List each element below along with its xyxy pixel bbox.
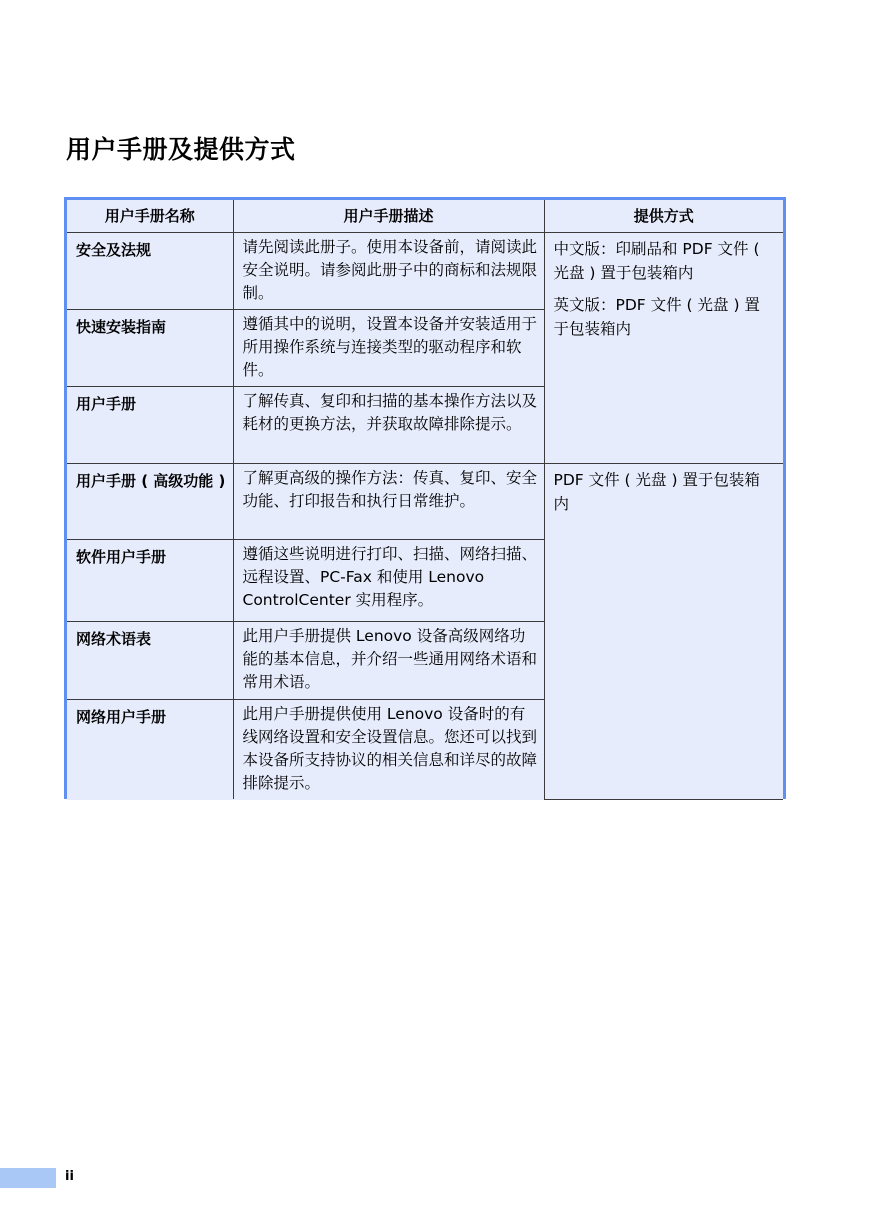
manual-name-user-guide: 用户手册 [67, 386, 233, 463]
manual-name-software-user-guide: 软件用户手册 [67, 539, 233, 621]
manual-description-network-glossary: 此用户手册提供 Lenovo 设备高级网络功能的基本信息，并介绍一些通用网络术语和常用术语。 [233, 621, 544, 699]
table-header-row [67, 200, 783, 232]
manuals-table [64, 197, 786, 799]
delivery-method-chinese: 中文版：印刷品和 PDF 文件 ( 光盘 ) 置于包装箱内 [553, 239, 760, 282]
manual-description-advanced-user-guide: 了解更高级的操作方法：传真、复印、安全功能、打印报告和执行日常维护。 [233, 463, 544, 539]
manual-description-safety: 请先阅读此册子。使用本设备前，请阅读此安全说明。请参阅此册子中的商标和法规限制。 [233, 232, 544, 309]
manual-name-advanced-user-guide: 用户手册 ( 高级功能 ) [67, 463, 233, 539]
delivery-method-english: 英文版：PDF 文件 ( 光盘 ) 置于包装箱内 [553, 295, 760, 338]
page-number: ii [65, 1169, 74, 1184]
header-manual-description: 用户手册描述 [233, 200, 544, 232]
manual-description-network-user-guide: 此用户手册提供使用 Lenovo 设备时的有线网络设置和安全设置信息。您还可以找到本设备所支持协议的相关信息和详尽的故障排除提示。 [233, 699, 544, 799]
manual-name-network-glossary: 网络术语表 [67, 621, 233, 699]
delivery-method-pdf-only [544, 463, 783, 799]
manual-name-network-user-guide: 网络用户手册 [67, 699, 233, 799]
header-manual-name: 用户手册名称 [67, 200, 233, 232]
table-row [67, 463, 783, 539]
manual-description-user-guide: 了解传真、复印和扫描的基本操作方法以及耗材的更换方法，并获取故障排除提示。 [233, 386, 544, 463]
page-title: 用户手册及提供方式 [66, 135, 296, 164]
delivery-method-pdf-text: PDF 文件 ( 光盘 ) 置于包装箱内 [553, 470, 760, 513]
manual-name-quick-setup: 快速安装指南 [67, 309, 233, 386]
table-row [67, 232, 783, 309]
page-number-tab [0, 1168, 56, 1188]
manual-description-software-user-guide: 遵循这些说明进行打印、扫描、网络扫描、远程设置、PC-Fax 和使用 Lenovo ControlCenter 实用程序。 [233, 539, 544, 621]
header-delivery-method: 提供方式 [544, 200, 783, 232]
delivery-method-printed-and-pdf [544, 232, 783, 463]
manual-description-quick-setup: 遵循其中的说明，设置本设备并安装适用于所用操作系统与连接类型的驱动程序和软件。 [233, 309, 544, 386]
manual-name-safety: 安全及法规 [67, 232, 233, 309]
